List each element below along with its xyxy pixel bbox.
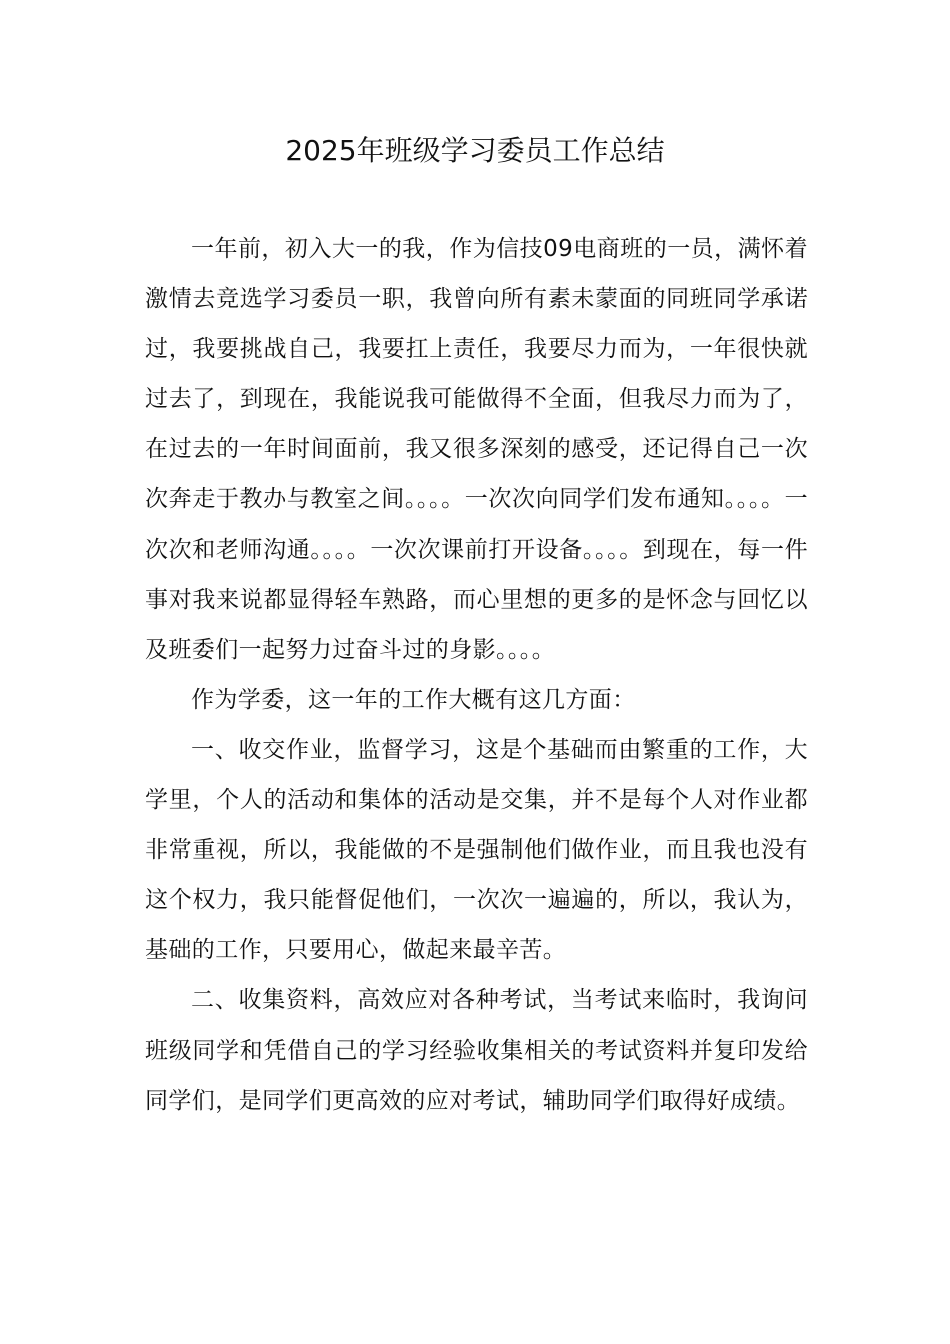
paragraph-homework: 一、收交作业，监督学习，这是个基础而由繁重的工作，大学里，个人的活动和集体的活动是交集，并不是每个人对作业都非常重视，所以，我能做的不是强制他们做作业，而且我也没有这个权力，我只能督促他们，一次次一遍遍的，所以，我认为，基础的工作，只要用心，做起来最辛苦。 [145,736,808,964]
document-title: 2025年班级学习委员工作总结 [285,134,665,167]
paragraph-intro: 一年前，初入大一的我，作为信技09电商班的一员，满怀着激情去竞选学习委员一职，我曾向所有素未蒙面的同班同学承诺过，我要挑战自己，我要扛上责任，我要尽力而为，一年很快就过去了，到现在，我能说我可能做得不全面，但我尽力而为了，在过去的一年时间面前，我又很多深刻的感受，还记得自己一次次奔走于教办与教室之间。。。。一次次向同学们发布通知。。。。一次次和老师沟通。。。。一次次课前打开设备。。。。到现在，每一件事对我来说都显得轻车熟路，而心里想的更多的是怀念与回忆以及班委们一起努力过奋斗过的身影。。。。 [145,236,808,663]
document-body [145,224,808,1126]
paragraph-materials: 二、收集资料，高效应对各种考试，当考试来临时，我询问班级同学和凭借自己的学习经验收集相关的考试资料并复印发给同学们，是同学们更高效的应对考试，辅助同学们取得好成绩。 [145,987,808,1114]
paragraph-overview: 作为学委，这一年的工作大概有这几方面： [191,686,636,713]
